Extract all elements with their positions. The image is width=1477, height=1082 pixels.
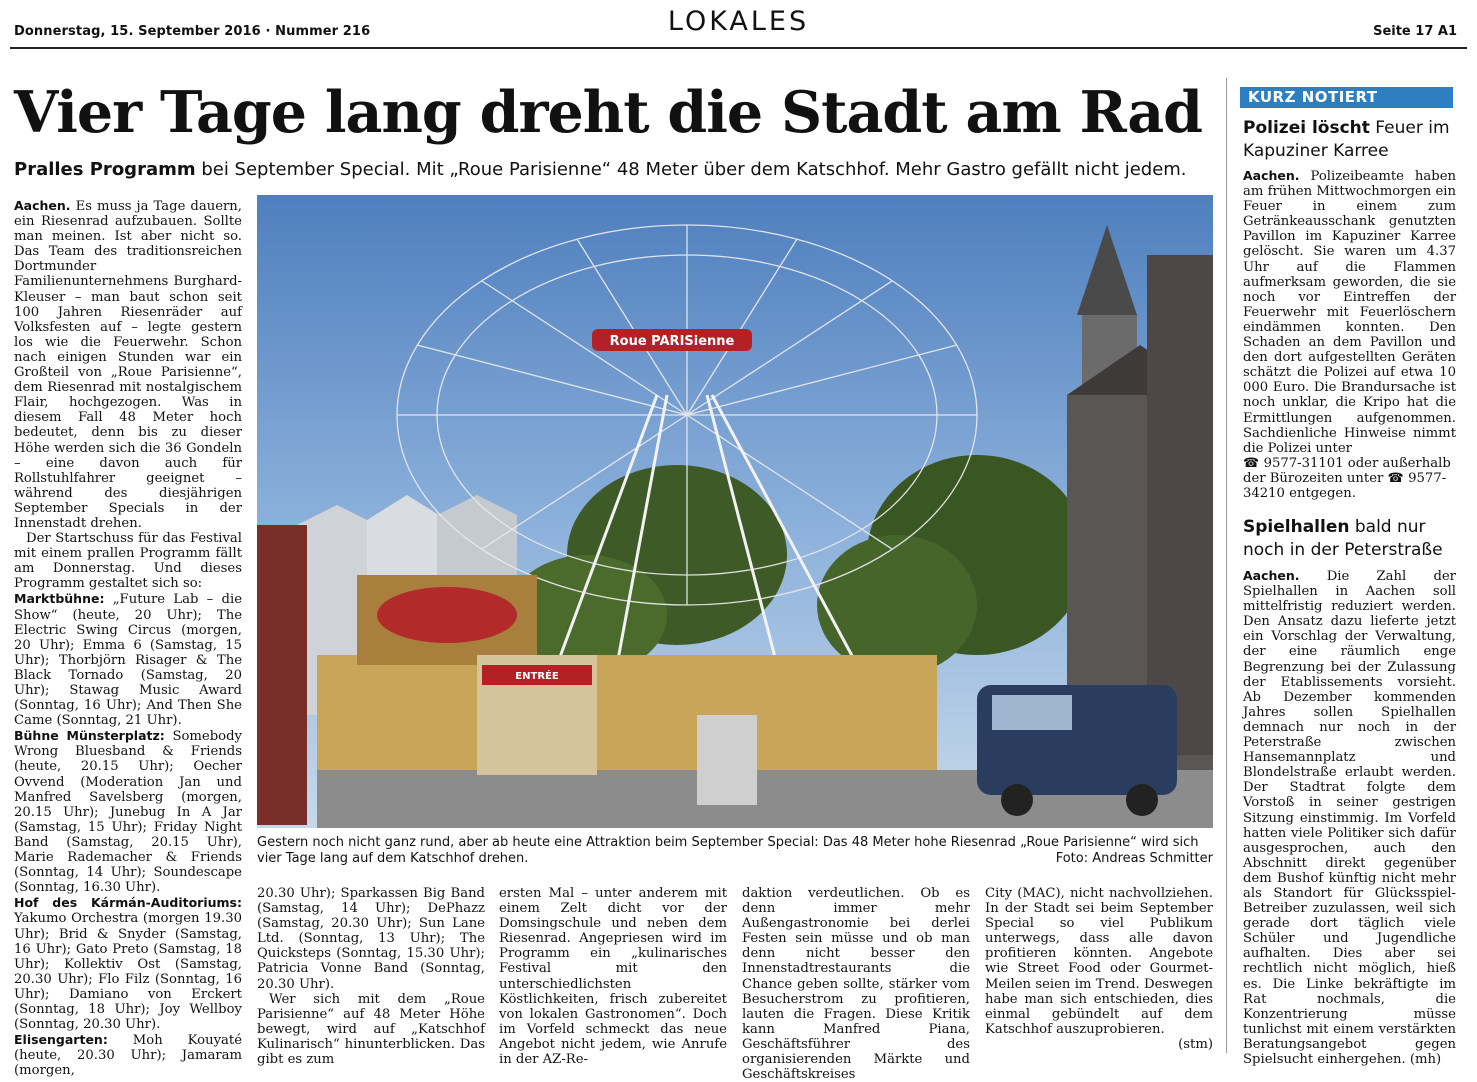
- item2-title-rest: bald nur noch in der Peterstraße: [1243, 517, 1443, 560]
- sidebar-item1-title: [1243, 117, 1456, 163]
- kurz-notiert-label: KURZ NOTIERT: [1240, 87, 1453, 108]
- col4-paragraph-1: daktion verdeutlichen. Ob es denn immer mehr Außengastronomie bei derlei Festen sein müsse und ob man denn nicht besser den Innenstadtrestaurants die Chance geben sollte, stärker vom Besucherstrom zu profitieren, lauten die Fragen. Diese Kritik kann Manfred Piana, Geschäftsführer des organisierenden Märkte und Geschäftskreises: [742, 886, 970, 1082]
- ferris-wheel-photo: [257, 195, 1213, 828]
- booth-sign-text: ENTRÉE: [515, 671, 559, 682]
- program-karman: Yakumo Orchestra (morgen 19.30 Uhr); Brid & Snyder (Samstag, 16 Uhr); Gato Preto (Samstag, 18 Uhr); Kollektiv Ost (Samstag, 20.30 Uhr); Flo Filz (Sonntag, 16 Uhr); Damiano von Erckert (Sonntag, 18 Uhr); Joy Wellboy (Sonntag, 20.30 Uhr).: [14, 911, 242, 1033]
- page-header: [0, 0, 1477, 48]
- dateline: Aachen.: [14, 198, 71, 213]
- item1-dateline: Aachen.: [1243, 168, 1300, 183]
- date-issue: Donnerstag, 15. September 2016 · Nummer 216: [14, 24, 371, 39]
- sidebar-item2-title: [1243, 516, 1456, 562]
- article-column-4: [742, 886, 970, 1082]
- col2-paragraph-1: 20.30 Uhr); Sparkassen Big Band (Samstag, 14 Uhr); DePhazz (Samstag, 20.30 Uhr); Sun Lane Ltd. (Sonntag, 13 Uhr); The Quicksteps (Sonntag, 15.30 Uhr); Patricia Vonne Band (Sonntag, 20.30 Uhr).: [257, 886, 485, 992]
- photo-caption: [257, 835, 1213, 867]
- item2-title-bold: Spielhallen: [1243, 517, 1350, 537]
- sidebar-item2-text: [1243, 568, 1456, 1067]
- article-column-3: [499, 886, 727, 1068]
- subhead-lead: Pralles Programm: [14, 159, 196, 180]
- article-column-2: [257, 886, 485, 1068]
- program-elisengarten: Moh Kouyaté (heute, 20.30 Uhr); Jamaram (morgen,: [14, 1033, 242, 1079]
- photo-credit: Foto: Andreas Schmitter: [1055, 851, 1213, 866]
- page-number: Seite 17 A1: [1373, 24, 1457, 39]
- phone-2: ☎ 9577-34210: [1243, 470, 1447, 501]
- item1-end: entgegen.: [1284, 485, 1356, 501]
- section-title: LOKALES: [667, 6, 810, 37]
- item1-title-rest: Feuer im Kapuziner Karree: [1243, 118, 1450, 161]
- item2-signature: (mh): [1409, 1052, 1442, 1067]
- col3-paragraph-1: ersten Mal – unter anderem mit einem Zelt dicht vor der Domsingschule und neben dem Riesenrad. Angepriesen wird im Programm ein „kulinarisches Festival mit den unterschiedlichsten Köstlichkeiten, frisch zubereitet von lokalen Gastronomen“. Doch im Vorfeld schmeckt das neue Angebot nicht jedem, wie Anrufe in der AZ-Re-: [499, 886, 727, 1068]
- item1-mid: oder außerhalb der Bürozeiten unter: [1243, 455, 1451, 486]
- article-column-5: [985, 886, 1213, 1056]
- headline: Vier Tage lang dreht die Stadt am Rad: [14, 79, 1202, 146]
- col5-paragraph-1: City (MAC), nicht nachvollziehen. In der Stadt sei beim September Special so viel Publikum unterwegs, dass alle davon profitieren könnten. Angebote wie Street Food oder Gourmet-Meilen seien im Trend. Deswegen habe man sich entschieden, dies einmal gebündelt auf dem Katschhof auszuprobieren.: [985, 886, 1213, 1037]
- photo-illustration: [257, 195, 1213, 828]
- col1-paragraph-1: Es muss ja Tage dauern, ein Riesenrad aufzubauen. Sollte man meinen. Ist aber nicht so. Das Team des traditionsreichen Dortmunder Familienunternehmens Burghard-Kleuser – man baut schon seit 100 Jahren Riesenräder auf Volksfesten auf – legte gestern los wie die Feuerwehr. Schon nach einigen Stunden war ein Großteil von „Roue Parisienne“, dem Riesenrad mit nostalgischem Flair, hochgezogen. Was in diesem Fall 48 Meter hoch bedeutet, denn bis zu dieser Höhe werden sich die 36 Gondeln – eine davon auch für Rollstuhlfahrer geeignet – während des diesjährigen September Specials in der Innenstadt drehen.: [14, 199, 242, 531]
- program-muensterplatz: Somebody Wrong Bluesband & Friends (heute, 20.15 Uhr); Oecher Ovvend (Moderation Jan und Manfred Savelsberg (morgen, 20.15 Uhr); Junebug In A Jar (Samstag, 15 Uhr); Friday Night Band (Samstag, 20.15 Uhr), Marie Rademacher & Friends (Sonntag, 14 Uhr); Soundescape (Sonntag, 16.30 Uhr).: [14, 729, 243, 896]
- col2-paragraph-2: Wer sich mit dem „Roue Parisienne“ auf 48 Meter Höhe bewegt, wird auf „Katschhof Kulinarisch“ hinunterblicken. Das gibt es zum: [257, 991, 485, 1068]
- phone-1: ☎ 9577-31101: [1243, 455, 1344, 471]
- article-column-1: [14, 198, 243, 1079]
- item1-title-bold: Polizei löscht: [1243, 118, 1370, 138]
- header-rule: [10, 47, 1467, 49]
- sidebar-item1-text: [1243, 168, 1456, 501]
- subhead-text: bei September Special. Mit „Roue Parisienne“ 48 Meter über dem Katschhof. Mehr Gastro gefällt nicht jedem.: [195, 159, 1187, 180]
- item2-body: Die Zahl der Spielhallen in Aachen soll mittelfristig reduziert werden. Den Ansatz dazu lieferte jetzt ein Vorschlag der Verwaltung, der eine räumlich enge Begrenzung bei der Zulassung der Etablissements vorsieht. Ab Dezember kommenden Jahres sollen Spielhallen demnach nur noch in der Peterstraße zwischen Hansemannplatz und Blondelstraße erlaubt werden. Der Stadtrat folgte dem Vorstoß in seiner gestrigen Sitzung einstimmig. Im Vorfeld hatten viele Politiker sich dafür ausgesprochen, auch den Abschnitt direkt gegenüber dem Bushof künftig nicht mehr als Standort für Glücksspiel-Betreiber zuzulassen, weil sich gerade dort täglich viele Schüler und Jugendliche aufhalten. Dies aber sei rechtlich nicht möglich, hieß es. Die Linke bekräftigte im Rat nochmals, die Konzentrierung müsse tunlichst mit einem verstärkten Beratungsangebot gegen Spielsucht einhergehen.: [1243, 569, 1456, 1067]
- item2-dateline: Aachen.: [1243, 568, 1300, 583]
- caption-text: Gestern noch nicht ganz rund, aber ab heute eine Attraktion beim September Special: Das 48 Meter hohe Riesenrad „Roue Parisienne“ wird sich vier Tage lang auf dem Katschhof drehen.: [257, 835, 1199, 866]
- subhead: [14, 159, 1187, 180]
- item1-body: Polizeibeamte haben am frühen Mittwochmorgen ein Feuer in einem zum Getränkeausschank genutzten Pavillon im Kapuziner Karree gelöscht. Sie waren um 4.37 Uhr auf die Flammen aufmerksam geworden, die sie noch vor Eintreffen der Feuerwehr mit Feuerlöschern eindämmen konnten. Den Schaden an dem Pavillon und den dort aufgestellten Geräten schätzt die Polizei auf etwa 10 000 Euro. Die Brandursache ist noch unklar, die Kripo hat die Ermittlungen aufgenommen. Sachdienliche Hinweise nimmt die Polizei unter: [1243, 169, 1456, 456]
- program-label-elisengarten: Elisengarten:: [14, 1032, 108, 1048]
- wheel-sign-text: Roue PARISienne: [609, 334, 735, 349]
- program-marktbuehne: „Future Lab – die Show“ (heute, 20 Uhr); The Electric Swing Circus (morgen, 20 Uhr); Emma 6 (Samstag, 15 Uhr); Thorbjörn Risager & The Black Tornado (Samstag, 20 Uhr); Stawag Music Award (Sonntag, 16 Uhr); And Then She Came (Sonntag, 21 Uhr).: [14, 592, 242, 729]
- col1-paragraph-2: Der Startschuss für das Festival mit einem prallen Programm fällt am Donnerstag. Und dieses Programm gestaltet sich so:: [14, 531, 242, 592]
- program-label-muensterplatz: Bühne Münsterplatz:: [14, 728, 165, 744]
- program-label-marktbuehne: Marktbühne:: [14, 591, 105, 607]
- program-label-karman: Hof des Kármán-Auditoriums:: [14, 895, 242, 911]
- sidebar-divider: [1226, 78, 1227, 1053]
- author-signature: (stm): [1178, 1036, 1213, 1052]
